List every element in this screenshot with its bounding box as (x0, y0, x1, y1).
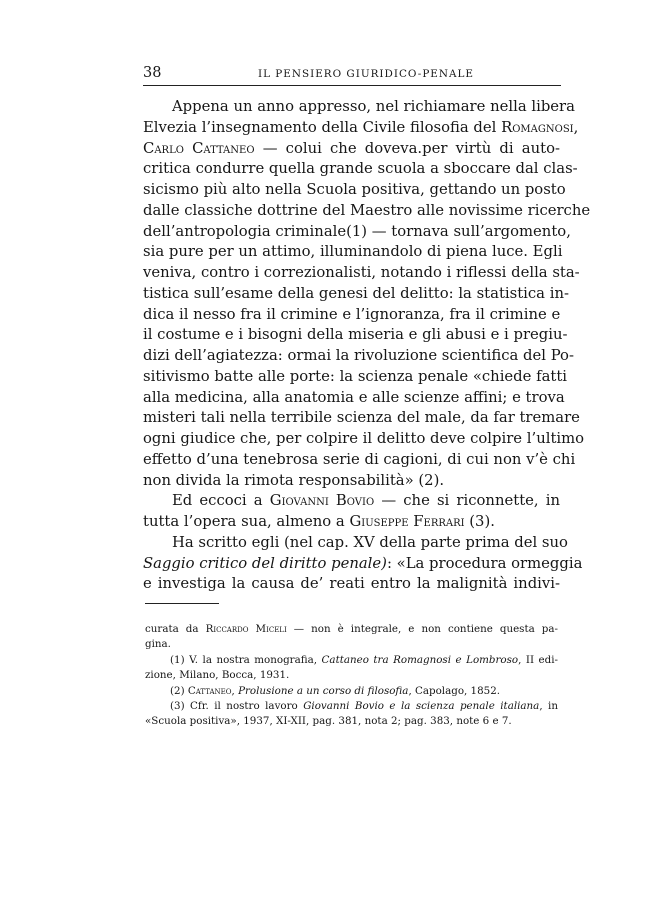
footnote-line (145, 699, 558, 714)
paragraph-line: dell’antropologia criminale(1) — tornava sull’argomento, (143, 222, 571, 240)
paragraph-line: il costume e i bisogni della miseria e gli abusi e i pregiu- (143, 326, 568, 344)
text-span: tutta l’opera sua, almeno a (143, 513, 350, 530)
paragraph-line (143, 118, 579, 139)
paragraph-line: e investiga la causa de’ reati entro la malignità indivi- (143, 575, 560, 593)
footnotes (145, 622, 558, 730)
paragraph-line: sia pure per un attimo, illuminandolo di piena luce. Egli (143, 243, 563, 261)
text-span: : «La procedura ormeggia (386, 554, 583, 572)
paragraph-line: veniva, contro i correzionalisti, notando i riflessi della sta- (143, 264, 580, 281)
footnote-line (145, 684, 558, 699)
text-span: , in (539, 699, 558, 712)
paragraph-line (143, 512, 560, 533)
paragraph-line: critica condurre quella grande scuola a sboccare dal clas- (143, 160, 578, 178)
author-name: Riccardo Miceli (205, 623, 287, 635)
paragraph-line: Appena un anno appresso, nel richiamare nella libera (172, 98, 575, 115)
text-span: , Capolago, 1852. (408, 684, 501, 697)
text-span: , (573, 118, 579, 136)
paragraph-line: non divida la rimota responsabilità» (2). (143, 471, 445, 489)
author-name: Cattaneo (187, 684, 232, 697)
paragraph-line: effetto d’una tenebrosa serie di cagioni, di cui non v’è chi (143, 450, 576, 468)
paragraph-line: tistica sull’esame della genesi del delitto: la statistica in- (143, 284, 569, 302)
footnote-line (145, 653, 558, 668)
paragraph-line: dalle classiche dottrine del Maestro alle novissime ricerche (143, 201, 591, 219)
paragraph-line (143, 139, 560, 160)
text-span: , (231, 684, 239, 697)
page-header (143, 65, 561, 87)
paragraph-line: alla medicina, alla anatomia e alle scienze affini; e trova (143, 388, 565, 406)
footnote-line: gina. (145, 638, 171, 651)
text-span: curata da (145, 623, 206, 635)
paragraph-line: sicismo più alto nella Scuola positiva, gettando un posto (143, 181, 566, 198)
text-span: Ed eccoci a (172, 492, 270, 510)
body-text (143, 97, 591, 595)
footnote-line: «Scuola positiva», 1937, XI-XII, pag. 381, nota 2; pag. 383, note 6 e 7. (145, 715, 512, 728)
paragraph-line (143, 491, 560, 512)
text-span: (1) V. la nostra monografia, (170, 653, 322, 666)
text-span: (3). (464, 513, 495, 530)
header-rule (143, 85, 561, 86)
book-title: Prolusione a un corso di filosofia (238, 684, 409, 697)
paragraph-line: misteri tali nella terribile scienza del male, da far tremare (143, 409, 580, 427)
text-span: , II edi- (518, 653, 559, 666)
author-name: Romagnosi (501, 118, 574, 136)
text-span: Elvezia l’insegnamento della Civile filosofia del (143, 118, 502, 136)
paragraph-line: sitivismo batte alle porte: la scienza penale «chiede fatti (143, 367, 568, 385)
author-name: Giovanni Bovio (269, 492, 375, 510)
running-head: IL PENSIERO GIURIDICO-PENALE (258, 68, 474, 80)
book-title: Saggio critico del diritto penale) (143, 554, 387, 572)
paragraph-line: dizi dell’agiatezza: ormai la rivoluzione scientifica del Po- (143, 347, 574, 364)
footnote-line (145, 622, 558, 637)
text-span: (2) (170, 684, 188, 697)
text-span: — non è integrale, e non contiene questa pa- (286, 623, 559, 635)
paragraph-line: dica il nesso fra il crimine e l’ignoranza, fra il crimine e (143, 305, 561, 323)
author-name: Giuseppe Ferrari (349, 513, 465, 530)
footnote-line: zione, Milano, Bocca, 1931. (145, 669, 290, 682)
page-number: 38 (143, 65, 162, 81)
text-span: — colui che doveva.per virtù di auto- (254, 139, 560, 157)
book-title: Giovanni Bovio e la scienza penale italiana (303, 699, 540, 712)
paragraph-line (143, 554, 583, 575)
footnote-rule (145, 603, 219, 604)
text-span: — che si riconnette, in (374, 492, 560, 510)
paragraph-line: ogni giudice che, per colpire il delitto deve colpire l’ultimo (143, 430, 585, 447)
author-name: Carlo Cattaneo (143, 139, 255, 157)
text-span: (3) Cfr. il nostro lavoro (170, 699, 304, 712)
book-title: Cattaneo tra Romagnosi e Lombroso (321, 653, 519, 666)
paragraph-line: Ha scritto egli (nel cap. XV della parte prima del suo (172, 533, 568, 551)
